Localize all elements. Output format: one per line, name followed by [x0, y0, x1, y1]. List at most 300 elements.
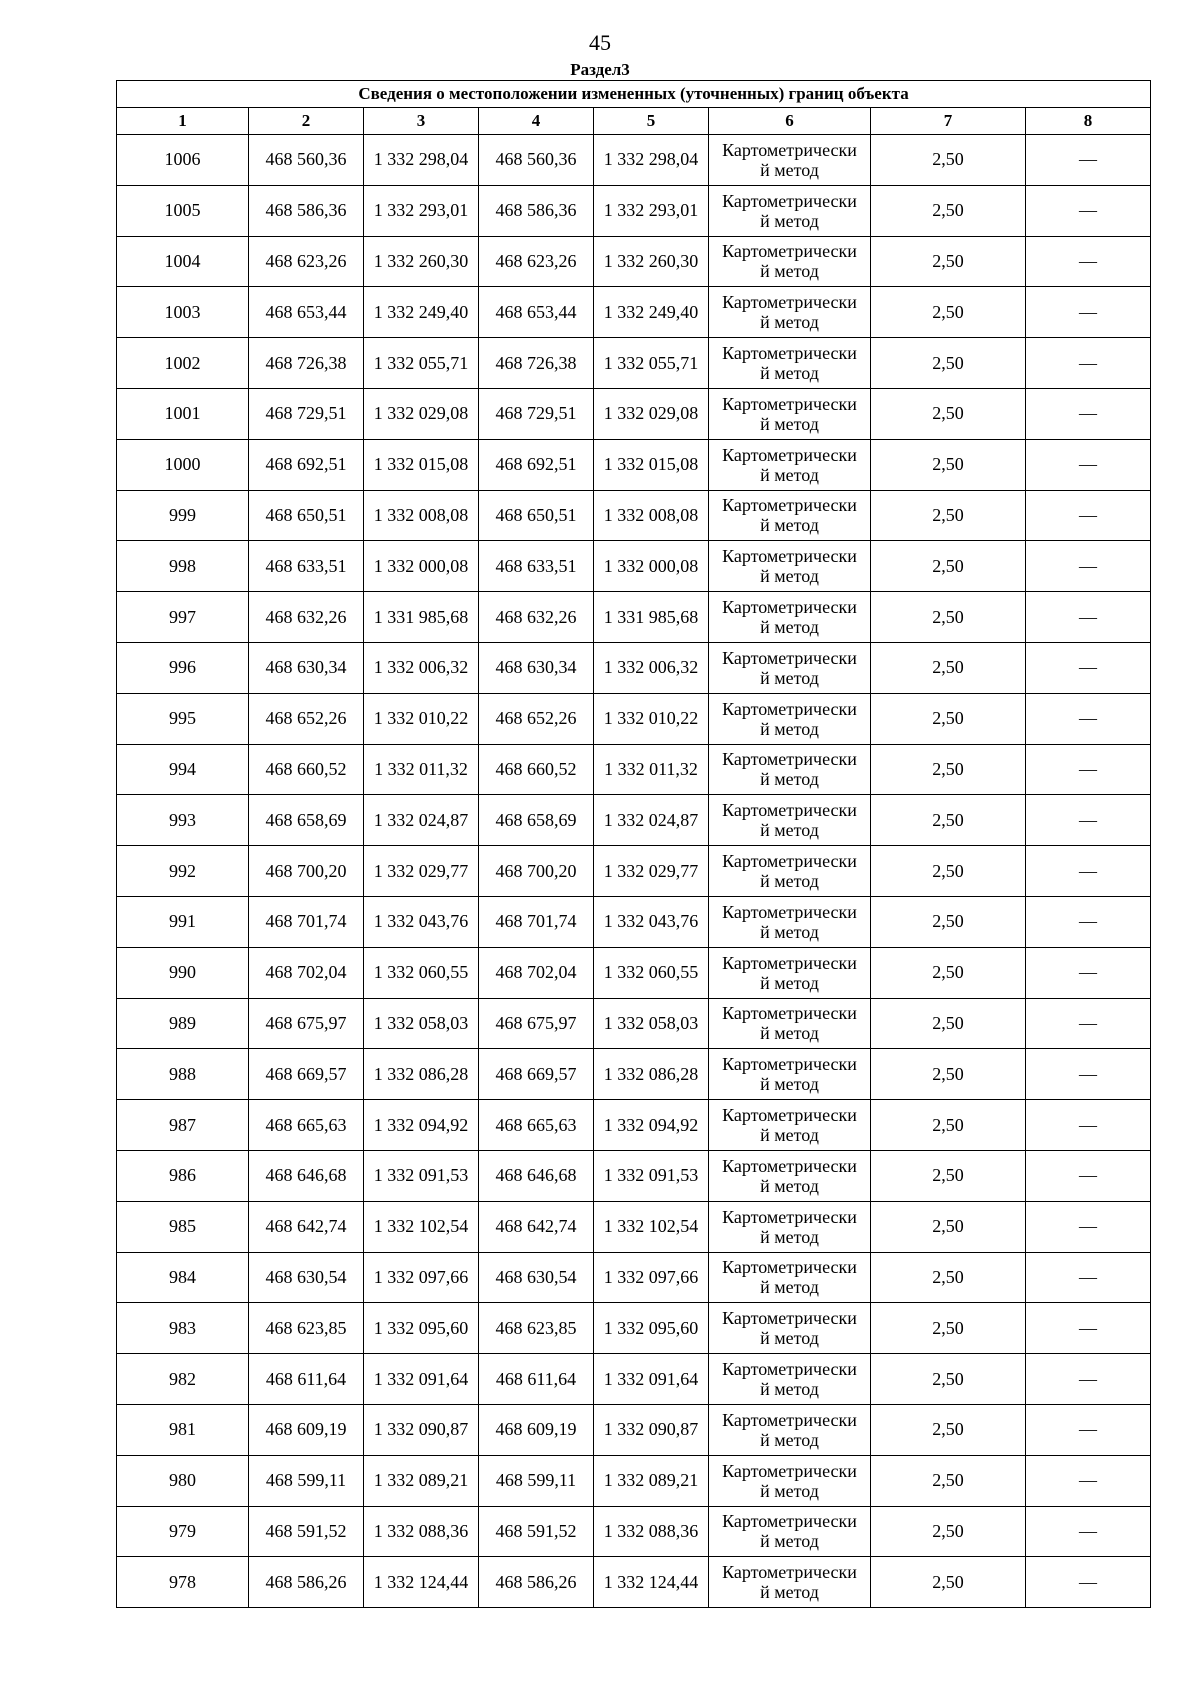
- y-new-cell: 1 332 006,32: [594, 642, 709, 693]
- table-row: [117, 1100, 1151, 1151]
- x-new-cell: 468 658,69: [479, 795, 594, 846]
- x-new-cell: 468 700,20: [479, 846, 594, 897]
- point-number-cell: 993: [117, 795, 249, 846]
- x-old-cell: 468 700,20: [249, 846, 364, 897]
- column-header: 7: [871, 108, 1026, 135]
- table-row: [117, 744, 1151, 795]
- point-number-cell: 978: [117, 1557, 249, 1608]
- page-number: 45: [589, 30, 611, 55]
- method-line2: й метод: [760, 464, 819, 485]
- x-old-cell: 468 623,26: [249, 236, 364, 287]
- description-cell: —: [1026, 1455, 1151, 1506]
- method-line2: й метод: [760, 1023, 819, 1044]
- description-cell: —: [1026, 998, 1151, 1049]
- table-row: [117, 693, 1151, 744]
- method-line1: Картометрически: [722, 139, 857, 160]
- point-number-cell: 1002: [117, 338, 249, 389]
- point-number-cell: 997: [117, 592, 249, 643]
- method-cell: [709, 338, 871, 389]
- y-new-cell: 1 332 086,28: [594, 1049, 709, 1100]
- x-old-cell: 468 660,52: [249, 744, 364, 795]
- y-old-cell: 1 332 011,32: [364, 744, 479, 795]
- y-new-cell: 1 332 102,54: [594, 1201, 709, 1252]
- accuracy-cell: 2,50: [871, 1252, 1026, 1303]
- table-body: [117, 135, 1151, 1608]
- description-cell: —: [1026, 1354, 1151, 1405]
- accuracy-cell: 2,50: [871, 1100, 1026, 1151]
- table-row: [117, 1201, 1151, 1252]
- method-line1: Картометрически: [722, 343, 857, 364]
- x-new-cell: 468 630,54: [479, 1252, 594, 1303]
- y-new-cell: 1 332 095,60: [594, 1303, 709, 1354]
- method-cell: [709, 1201, 871, 1252]
- point-number-cell: 989: [117, 998, 249, 1049]
- method-line2: й метод: [760, 363, 819, 384]
- description-cell: —: [1026, 439, 1151, 490]
- y-old-cell: 1 332 000,08: [364, 541, 479, 592]
- accuracy-cell: 2,50: [871, 541, 1026, 592]
- description-cell: —: [1026, 135, 1151, 186]
- accuracy-cell: 2,50: [871, 439, 1026, 490]
- description-cell: —: [1026, 1100, 1151, 1151]
- table-row: [117, 998, 1151, 1049]
- method-cell: [709, 1404, 871, 1455]
- x-new-cell: 468 591,52: [479, 1506, 594, 1557]
- method-line2: й метод: [760, 1328, 819, 1349]
- description-cell: —: [1026, 896, 1151, 947]
- accuracy-cell: 2,50: [871, 592, 1026, 643]
- method-cell: [709, 896, 871, 947]
- x-new-cell: 468 701,74: [479, 896, 594, 947]
- y-old-cell: 1 332 024,87: [364, 795, 479, 846]
- y-new-cell: 1 332 029,77: [594, 846, 709, 897]
- description-cell: —: [1026, 287, 1151, 338]
- description-cell: —: [1026, 795, 1151, 846]
- method-cell: [709, 998, 871, 1049]
- method-line2: й метод: [760, 820, 819, 841]
- description-cell: —: [1026, 1049, 1151, 1100]
- accuracy-cell: 2,50: [871, 896, 1026, 947]
- method-cell: [709, 846, 871, 897]
- x-old-cell: 468 726,38: [249, 338, 364, 389]
- x-old-cell: 468 591,52: [249, 1506, 364, 1557]
- method-line2: й метод: [760, 1480, 819, 1501]
- x-old-cell: 468 653,44: [249, 287, 364, 338]
- method-cell: [709, 287, 871, 338]
- point-number-cell: 999: [117, 490, 249, 541]
- method-line1: Картометрически: [722, 546, 857, 567]
- x-old-cell: 468 586,26: [249, 1557, 364, 1608]
- accuracy-cell: 2,50: [871, 744, 1026, 795]
- x-new-cell: 468 586,26: [479, 1557, 594, 1608]
- y-old-cell: 1 331 985,68: [364, 592, 479, 643]
- y-old-cell: 1 332 055,71: [364, 338, 479, 389]
- x-new-cell: 468 669,57: [479, 1049, 594, 1100]
- table-row: [117, 1150, 1151, 1201]
- y-old-cell: 1 332 298,04: [364, 135, 479, 186]
- column-header: 3: [364, 108, 479, 135]
- method-line1: Картометрически: [722, 1257, 857, 1278]
- method-line2: й метод: [760, 617, 819, 638]
- description-cell: —: [1026, 846, 1151, 897]
- method-cell: [709, 388, 871, 439]
- table-row: [117, 236, 1151, 287]
- method-line1: Картометрически: [722, 495, 857, 516]
- y-old-cell: 1 332 091,53: [364, 1150, 479, 1201]
- point-number-cell: 984: [117, 1252, 249, 1303]
- method-line2: й метод: [760, 1125, 819, 1146]
- point-number-cell: 988: [117, 1049, 249, 1100]
- table-row: [117, 1506, 1151, 1557]
- x-new-cell: 468 623,26: [479, 236, 594, 287]
- accuracy-cell: 2,50: [871, 1455, 1026, 1506]
- method-line1: Картометрически: [722, 1155, 857, 1176]
- x-new-cell: 468 660,52: [479, 744, 594, 795]
- method-line1: Картометрически: [722, 851, 857, 872]
- point-number-cell: 1005: [117, 185, 249, 236]
- point-number-cell: 986: [117, 1150, 249, 1201]
- x-old-cell: 468 675,97: [249, 998, 364, 1049]
- method-line2: й метод: [760, 718, 819, 739]
- y-old-cell: 1 332 094,92: [364, 1100, 479, 1151]
- point-number-cell: 982: [117, 1354, 249, 1405]
- description-cell: —: [1026, 947, 1151, 998]
- x-new-cell: 468 675,97: [479, 998, 594, 1049]
- accuracy-cell: 2,50: [871, 1303, 1026, 1354]
- table-header-row: [117, 108, 1151, 135]
- table-row: [117, 388, 1151, 439]
- method-line1: Картометрически: [722, 800, 857, 821]
- y-new-cell: 1 332 058,03: [594, 998, 709, 1049]
- method-line2: й метод: [760, 515, 819, 536]
- column-header: 4: [479, 108, 594, 135]
- table-row: [117, 185, 1151, 236]
- x-old-cell: 468 630,34: [249, 642, 364, 693]
- column-header: 8: [1026, 108, 1151, 135]
- accuracy-cell: 2,50: [871, 1354, 1026, 1405]
- accuracy-cell: 2,50: [871, 846, 1026, 897]
- accuracy-cell: 2,50: [871, 795, 1026, 846]
- description-cell: —: [1026, 642, 1151, 693]
- method-cell: [709, 1506, 871, 1557]
- x-new-cell: 468 609,19: [479, 1404, 594, 1455]
- x-old-cell: 468 609,19: [249, 1404, 364, 1455]
- method-line1: Картометрически: [722, 1359, 857, 1380]
- point-number-cell: 983: [117, 1303, 249, 1354]
- x-new-cell: 468 611,64: [479, 1354, 594, 1405]
- description-cell: —: [1026, 541, 1151, 592]
- method-line2: й метод: [760, 261, 819, 282]
- point-number-cell: 985: [117, 1201, 249, 1252]
- y-new-cell: 1 332 090,87: [594, 1404, 709, 1455]
- method-line2: й метод: [760, 1429, 819, 1450]
- x-old-cell: 468 692,51: [249, 439, 364, 490]
- x-old-cell: 468 560,36: [249, 135, 364, 186]
- method-line2: й метод: [760, 921, 819, 942]
- x-new-cell: 468 646,68: [479, 1150, 594, 1201]
- x-old-cell: 468 642,74: [249, 1201, 364, 1252]
- description-cell: —: [1026, 1150, 1151, 1201]
- point-number-cell: 998: [117, 541, 249, 592]
- method-line1: Картометрически: [722, 1308, 857, 1329]
- y-new-cell: 1 332 024,87: [594, 795, 709, 846]
- y-old-cell: 1 332 015,08: [364, 439, 479, 490]
- method-line2: й метод: [760, 769, 819, 790]
- method-line2: й метод: [760, 1379, 819, 1400]
- method-line1: Картометрически: [722, 952, 857, 973]
- x-new-cell: 468 560,36: [479, 135, 594, 186]
- x-new-cell: 468 692,51: [479, 439, 594, 490]
- y-new-cell: 1 332 000,08: [594, 541, 709, 592]
- x-old-cell: 468 729,51: [249, 388, 364, 439]
- y-old-cell: 1 332 029,77: [364, 846, 479, 897]
- y-old-cell: 1 332 058,03: [364, 998, 479, 1049]
- method-line1: Картометрически: [722, 1206, 857, 1227]
- method-line1: Картометрически: [722, 1105, 857, 1126]
- x-old-cell: 468 701,74: [249, 896, 364, 947]
- table-row: [117, 338, 1151, 389]
- y-old-cell: 1 332 088,36: [364, 1506, 479, 1557]
- accuracy-cell: 2,50: [871, 642, 1026, 693]
- table-row: [117, 1252, 1151, 1303]
- y-old-cell: 1 332 043,76: [364, 896, 479, 947]
- y-new-cell: 1 332 055,71: [594, 338, 709, 389]
- y-new-cell: 1 332 011,32: [594, 744, 709, 795]
- x-new-cell: 468 632,26: [479, 592, 594, 643]
- accuracy-cell: 2,50: [871, 998, 1026, 1049]
- y-old-cell: 1 332 102,54: [364, 1201, 479, 1252]
- point-number-cell: 987: [117, 1100, 249, 1151]
- y-new-cell: 1 332 091,53: [594, 1150, 709, 1201]
- x-new-cell: 468 650,51: [479, 490, 594, 541]
- point-number-cell: 1004: [117, 236, 249, 287]
- accuracy-cell: 2,50: [871, 1049, 1026, 1100]
- y-new-cell: 1 332 015,08: [594, 439, 709, 490]
- description-cell: —: [1026, 744, 1151, 795]
- description-cell: —: [1026, 693, 1151, 744]
- method-line2: й метод: [760, 566, 819, 587]
- table-row: [117, 947, 1151, 998]
- accuracy-cell: 2,50: [871, 1404, 1026, 1455]
- description-cell: —: [1026, 1201, 1151, 1252]
- method-line2: й метод: [760, 667, 819, 688]
- accuracy-cell: 2,50: [871, 1557, 1026, 1608]
- table-row: [117, 135, 1151, 186]
- point-number-cell: 980: [117, 1455, 249, 1506]
- method-cell: [709, 236, 871, 287]
- column-header: 1: [117, 108, 249, 135]
- method-line1: Картометрически: [722, 292, 857, 313]
- description-cell: —: [1026, 490, 1151, 541]
- table-row: [117, 287, 1151, 338]
- point-number-cell: 1003: [117, 287, 249, 338]
- method-line1: Картометрически: [722, 393, 857, 414]
- description-cell: —: [1026, 592, 1151, 643]
- method-cell: [709, 185, 871, 236]
- point-number-cell: 992: [117, 846, 249, 897]
- accuracy-cell: 2,50: [871, 287, 1026, 338]
- accuracy-cell: 2,50: [871, 693, 1026, 744]
- method-line1: Картометрически: [722, 1003, 857, 1024]
- accuracy-cell: 2,50: [871, 947, 1026, 998]
- point-number-cell: 981: [117, 1404, 249, 1455]
- table-row: [117, 896, 1151, 947]
- method-line1: Картометрически: [722, 749, 857, 770]
- x-new-cell: 468 653,44: [479, 287, 594, 338]
- description-cell: —: [1026, 1303, 1151, 1354]
- x-old-cell: 468 630,54: [249, 1252, 364, 1303]
- y-old-cell: 1 332 010,22: [364, 693, 479, 744]
- y-new-cell: 1 332 091,64: [594, 1354, 709, 1405]
- x-new-cell: 468 702,04: [479, 947, 594, 998]
- x-new-cell: 468 633,51: [479, 541, 594, 592]
- x-old-cell: 468 669,57: [249, 1049, 364, 1100]
- method-line2: й метод: [760, 159, 819, 180]
- table-row: [117, 490, 1151, 541]
- y-new-cell: 1 332 249,40: [594, 287, 709, 338]
- y-new-cell: 1 332 089,21: [594, 1455, 709, 1506]
- table-row: [117, 1354, 1151, 1405]
- x-old-cell: 468 632,26: [249, 592, 364, 643]
- x-old-cell: 468 623,85: [249, 1303, 364, 1354]
- table-row: [117, 795, 1151, 846]
- description-cell: —: [1026, 338, 1151, 389]
- table-row: [117, 1455, 1151, 1506]
- x-new-cell: 468 729,51: [479, 388, 594, 439]
- y-new-cell: 1 331 985,68: [594, 592, 709, 643]
- method-line1: Картометрически: [722, 1562, 857, 1583]
- column-header: 2: [249, 108, 364, 135]
- method-cell: [709, 592, 871, 643]
- y-new-cell: 1 332 060,55: [594, 947, 709, 998]
- method-line1: Картометрически: [722, 1409, 857, 1430]
- y-new-cell: 1 332 008,08: [594, 490, 709, 541]
- method-cell: [709, 439, 871, 490]
- y-old-cell: 1 332 097,66: [364, 1252, 479, 1303]
- y-old-cell: 1 332 095,60: [364, 1303, 479, 1354]
- table-row: [117, 642, 1151, 693]
- table-row: [117, 439, 1151, 490]
- x-new-cell: 468 586,36: [479, 185, 594, 236]
- y-old-cell: 1 332 090,87: [364, 1404, 479, 1455]
- description-cell: —: [1026, 1252, 1151, 1303]
- x-new-cell: 468 665,63: [479, 1100, 594, 1151]
- y-old-cell: 1 332 124,44: [364, 1557, 479, 1608]
- y-old-cell: 1 332 029,08: [364, 388, 479, 439]
- y-new-cell: 1 332 298,04: [594, 135, 709, 186]
- table-caption: Сведения о местоположении измененных (уточненных) границ объекта: [117, 81, 1151, 108]
- point-number-cell: 994: [117, 744, 249, 795]
- x-old-cell: 468 611,64: [249, 1354, 364, 1405]
- coordinates-table: [116, 80, 1151, 1608]
- section-title: Раздел3: [570, 60, 630, 79]
- method-line2: й метод: [760, 871, 819, 892]
- method-line2: й метод: [760, 1531, 819, 1552]
- method-line2: й метод: [760, 1074, 819, 1095]
- table-row: [117, 1303, 1151, 1354]
- method-cell: [709, 795, 871, 846]
- method-cell: [709, 1557, 871, 1608]
- method-line1: Картометрически: [722, 647, 857, 668]
- y-old-cell: 1 332 293,01: [364, 185, 479, 236]
- method-cell: [709, 135, 871, 186]
- x-old-cell: 468 646,68: [249, 1150, 364, 1201]
- y-new-cell: 1 332 097,66: [594, 1252, 709, 1303]
- method-line2: й метод: [760, 1226, 819, 1247]
- table-row: [117, 1404, 1151, 1455]
- method-line2: й метод: [760, 1277, 819, 1298]
- description-cell: —: [1026, 1506, 1151, 1557]
- method-line1: Картометрически: [722, 1460, 857, 1481]
- method-cell: [709, 744, 871, 795]
- point-number-cell: 991: [117, 896, 249, 947]
- method-line1: Картометрически: [722, 190, 857, 211]
- table-row: [117, 846, 1151, 897]
- x-old-cell: 468 665,63: [249, 1100, 364, 1151]
- description-cell: —: [1026, 1557, 1151, 1608]
- accuracy-cell: 2,50: [871, 1150, 1026, 1201]
- method-line1: Картометрически: [722, 1054, 857, 1075]
- method-cell: [709, 1354, 871, 1405]
- description-cell: —: [1026, 388, 1151, 439]
- accuracy-cell: 2,50: [871, 338, 1026, 389]
- point-number-cell: 995: [117, 693, 249, 744]
- y-new-cell: 1 332 124,44: [594, 1557, 709, 1608]
- x-old-cell: 468 702,04: [249, 947, 364, 998]
- method-line1: Картометрически: [722, 597, 857, 618]
- x-old-cell: 468 599,11: [249, 1455, 364, 1506]
- y-old-cell: 1 332 006,32: [364, 642, 479, 693]
- method-line2: й метод: [760, 1582, 819, 1603]
- table-row: [117, 541, 1151, 592]
- y-old-cell: 1 332 260,30: [364, 236, 479, 287]
- y-old-cell: 1 332 089,21: [364, 1455, 479, 1506]
- accuracy-cell: 2,50: [871, 1506, 1026, 1557]
- accuracy-cell: 2,50: [871, 135, 1026, 186]
- method-cell: [709, 642, 871, 693]
- method-line2: й метод: [760, 1175, 819, 1196]
- table-row: [117, 1557, 1151, 1608]
- x-old-cell: 468 633,51: [249, 541, 364, 592]
- accuracy-cell: 2,50: [871, 1201, 1026, 1252]
- column-header: 6: [709, 108, 871, 135]
- accuracy-cell: 2,50: [871, 236, 1026, 287]
- method-line2: й метод: [760, 972, 819, 993]
- point-number-cell: 996: [117, 642, 249, 693]
- method-cell: [709, 1150, 871, 1201]
- table-row: [117, 1049, 1151, 1100]
- method-cell: [709, 1049, 871, 1100]
- method-cell: [709, 541, 871, 592]
- y-new-cell: 1 332 293,01: [594, 185, 709, 236]
- method-cell: [709, 1303, 871, 1354]
- x-old-cell: 468 652,26: [249, 693, 364, 744]
- method-cell: [709, 1455, 871, 1506]
- method-line1: Картометрически: [722, 241, 857, 262]
- accuracy-cell: 2,50: [871, 185, 1026, 236]
- y-old-cell: 1 332 008,08: [364, 490, 479, 541]
- y-old-cell: 1 332 249,40: [364, 287, 479, 338]
- y-old-cell: 1 332 091,64: [364, 1354, 479, 1405]
- method-line1: Картометрически: [722, 1511, 857, 1532]
- method-cell: [709, 947, 871, 998]
- method-line1: Картометрически: [722, 444, 857, 465]
- x-old-cell: 468 658,69: [249, 795, 364, 846]
- table-row: [117, 592, 1151, 643]
- x-new-cell: 468 642,74: [479, 1201, 594, 1252]
- method-line1: Картометрически: [722, 698, 857, 719]
- method-cell: [709, 693, 871, 744]
